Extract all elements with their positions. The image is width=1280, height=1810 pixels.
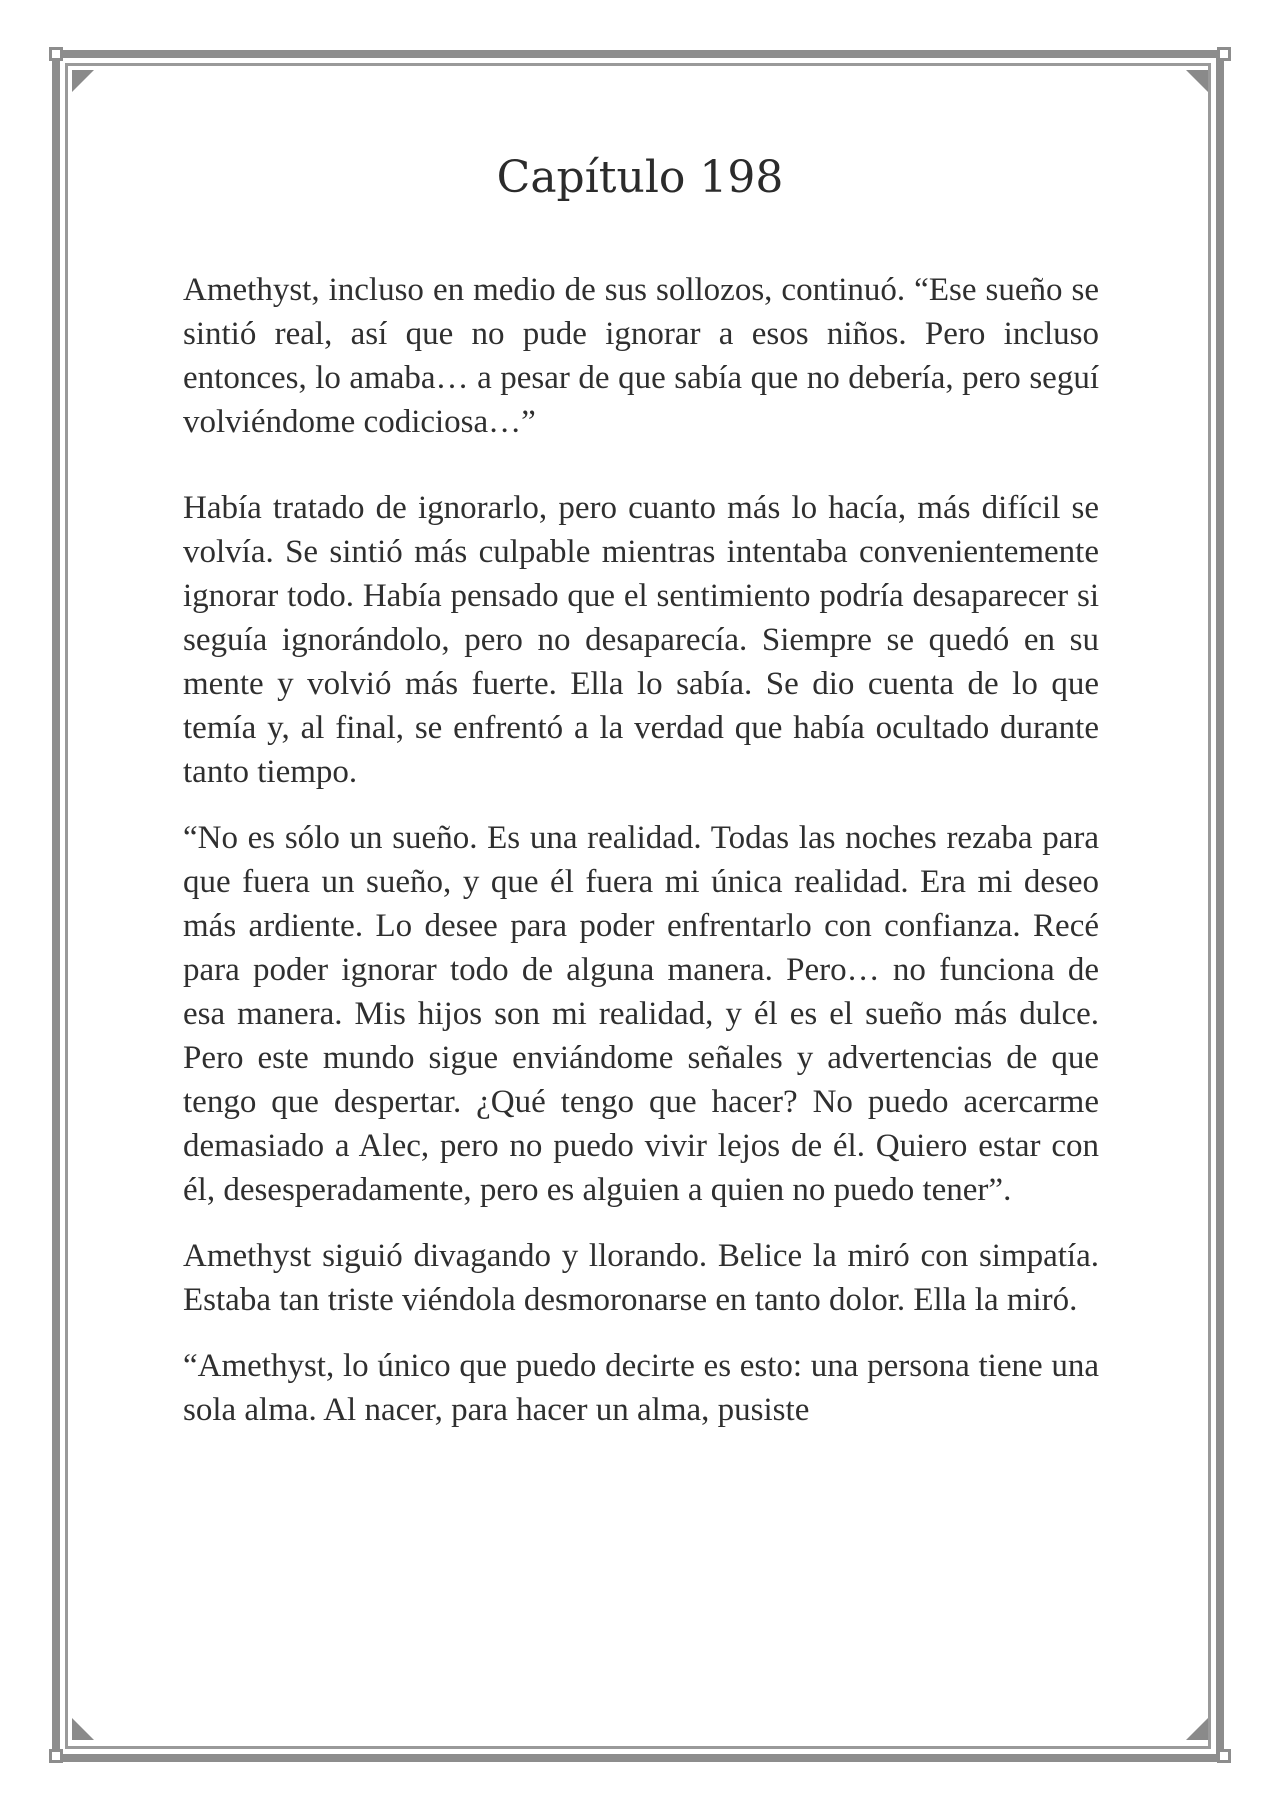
border-knob-bottom-right — [1217, 1749, 1231, 1763]
chapter-title: Capítulo 198 — [496, 152, 784, 203]
paragraph: “No es sólo un sueño. Es una realidad. Todas las noches rezaba para que fuera un sueño, y que él fuera mi única realidad. Era mi deseo más ardiente. Lo desee para poder enfrentarlo con confianza. Recé para poder ignorar todo de alguna manera. Pero… no funciona de esa manera. Mis hijos son mi realidad, y él es el sueño más dulce. Pero este mundo sigue enviándome señales y advertencias de que tengo que despertar. ¿Qué tengo que hacer? No puedo acercarme demasiado a Alec, pero no puedo vivir lejos de él. Quiero estar con él, desesperadamente, pero es alguien a quien no puedo tener”. — [183, 820, 1099, 1208]
paragraph: Había tratado de ignorarlo, pero cuanto más lo hacía, más difícil se volvía. Se sintió más culpable mientras intentaba convenientemente ignorar todo. Había pensado que el sentimiento podría desaparecer si seguía ignorándolo, pero no desaparecía. Siempre se quedó en su mente y volvió más fuerte. Ella lo sabía. Se dio cuenta de lo que temía y, al final, se enfrentó a la verdad que había ocultado durante tanto tiempo. — [183, 490, 1099, 790]
paragraph: Amethyst siguió divagando y llorando. Belice la miró con simpatía. Estaba tan triste viéndola desmoronarse en tanto dolor. Ella la miró. — [183, 1238, 1099, 1318]
corner-ornament-bottom-right — [1186, 1718, 1208, 1740]
paragraph: Amethyst, incluso en medio de sus sollozos, continuó. “Ese sueño se sintió real, así que no pude ignorar a esos niños. Pero incluso entonces, lo amaba… a pesar de que sabía que no debería, pero seguí volviéndome codiciosa…” — [183, 272, 1099, 440]
corner-ornament-bottom-left — [72, 1718, 94, 1740]
border-knob-top-left — [49, 47, 63, 61]
chapter-body — [183, 268, 1099, 1432]
border-knob-top-right — [1217, 47, 1231, 61]
border-knob-bottom-left — [49, 1749, 63, 1763]
corner-ornament-top-left — [72, 70, 94, 92]
corner-ornament-top-right — [1186, 70, 1208, 92]
paragraph: “Amethyst, lo único que puedo decirte es esto: una persona tiene una sola alma. Al nacer, para hacer un alma, pusiste — [183, 1348, 1099, 1428]
